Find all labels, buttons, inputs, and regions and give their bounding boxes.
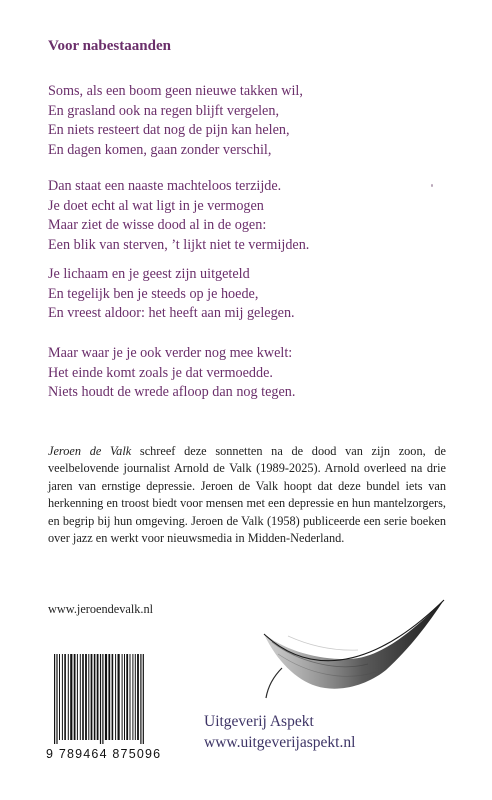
barcode-bar [68,654,69,740]
feather-icon [258,596,448,706]
barcode-bar [97,654,99,740]
barcode-bar [91,654,93,740]
barcode-bar [70,654,72,740]
barcode-bar [122,654,123,740]
barcode-bar [82,654,84,740]
stanza-4 [48,344,295,403]
barcode-bar [62,654,63,740]
stanza-2 [48,177,309,255]
barcode-bars [44,652,196,744]
stanza-1 [48,82,303,160]
poem-line: Het einde komt zoals je dat vermoedde. [48,364,273,381]
poem-line: En vreest aldoor: het heeft aan mij gelegen. [48,305,295,322]
print-speck [431,184,433,187]
barcode-bar [135,654,136,740]
barcode-bar [85,654,87,740]
barcode-bar [112,654,114,740]
barcode-bar [80,654,81,740]
poem-line: Je doet echt al wat ligt in je vermogen [48,197,264,214]
barcode-bar [100,654,101,744]
barcode-bar [108,654,110,740]
author-website-link[interactable]: www.jeroendevalk.nl [48,602,154,616]
blurb-author-name: Jeroen de Valk [48,444,132,458]
poem-line: En tegelijk ben je steeds op je hoede, [48,285,259,302]
poem-line: Niets houdt de wrede afloop dan nog tegen. [48,384,296,401]
barcode-bar [77,654,78,740]
poem-title: Voor nabestaanden [48,38,171,54]
author-blurb [48,443,446,547]
barcode-bar [143,654,144,744]
barcode-bar [126,654,128,740]
poem-line: Maar waar je je ook verder nog mee kwelt: [48,345,293,361]
poem-line: Maar ziet de wisse dood al in de ogen: [48,217,267,234]
barcode-bar [137,654,139,740]
poem-line: Soms, als een boom geen nieuwe takken wil, [48,83,303,99]
barcode-bar [94,654,96,740]
publisher-name: Uitgeverij Aspekt [204,713,314,730]
barcode-bar [130,654,131,740]
barcode-bar [140,654,141,744]
barcode-bar [74,654,76,740]
poem-line: En dagen komen, gaan zonder verschil, [48,141,272,158]
stanza-3 [48,265,295,324]
poem-line: Je lichaam en je geest zijn uitgeteld [48,266,250,282]
barcode-bar [118,654,120,740]
publisher-website-link[interactable]: www.uitgeverijaspekt.nl [204,734,356,751]
poem-line: En niets resteert dat nog de pijn kan helen, [48,122,290,139]
barcode-bar [56,654,57,744]
poem-line: Een blik van sterven, ’t lijkt niet te vermijden. [48,236,310,253]
barcode-bar [102,654,103,744]
blurb-text: schreef deze sonnetten na de dood van zijn zoon, de veelbelovende journalist Arnold de Valk (1989-2025). Arnold overleed na drie jaren van ernstige depressie. Jeroen de Valk hoopt dat deze bundel iets van herkenning en troost biedt voor mensen met een depressie en hun mantelzorgers, en begrip bij hun omgeving. Jeroen de Valk (1958) publiceerde een serie boeken over jazz en werkt voor nieuwsmedia in Midden-Nederland. [48,444,446,546]
barcode-bar [64,654,66,740]
barcode-bar [59,654,60,740]
poem-line: Dan staat een naaste machteloos terzijde. [48,178,282,194]
barcode-bar [54,654,55,744]
barcode-bar [115,654,116,740]
barcode-bar [132,654,133,740]
barcode-bar [88,654,89,740]
isbn-number: 9 789464 875096 [46,747,162,761]
barcode-bar [124,654,125,740]
barcode-bar [105,654,107,740]
publisher-block [204,711,355,753]
barcode [44,652,196,762]
poem-line: En grasland ook na regen blijft vergelen, [48,102,279,119]
